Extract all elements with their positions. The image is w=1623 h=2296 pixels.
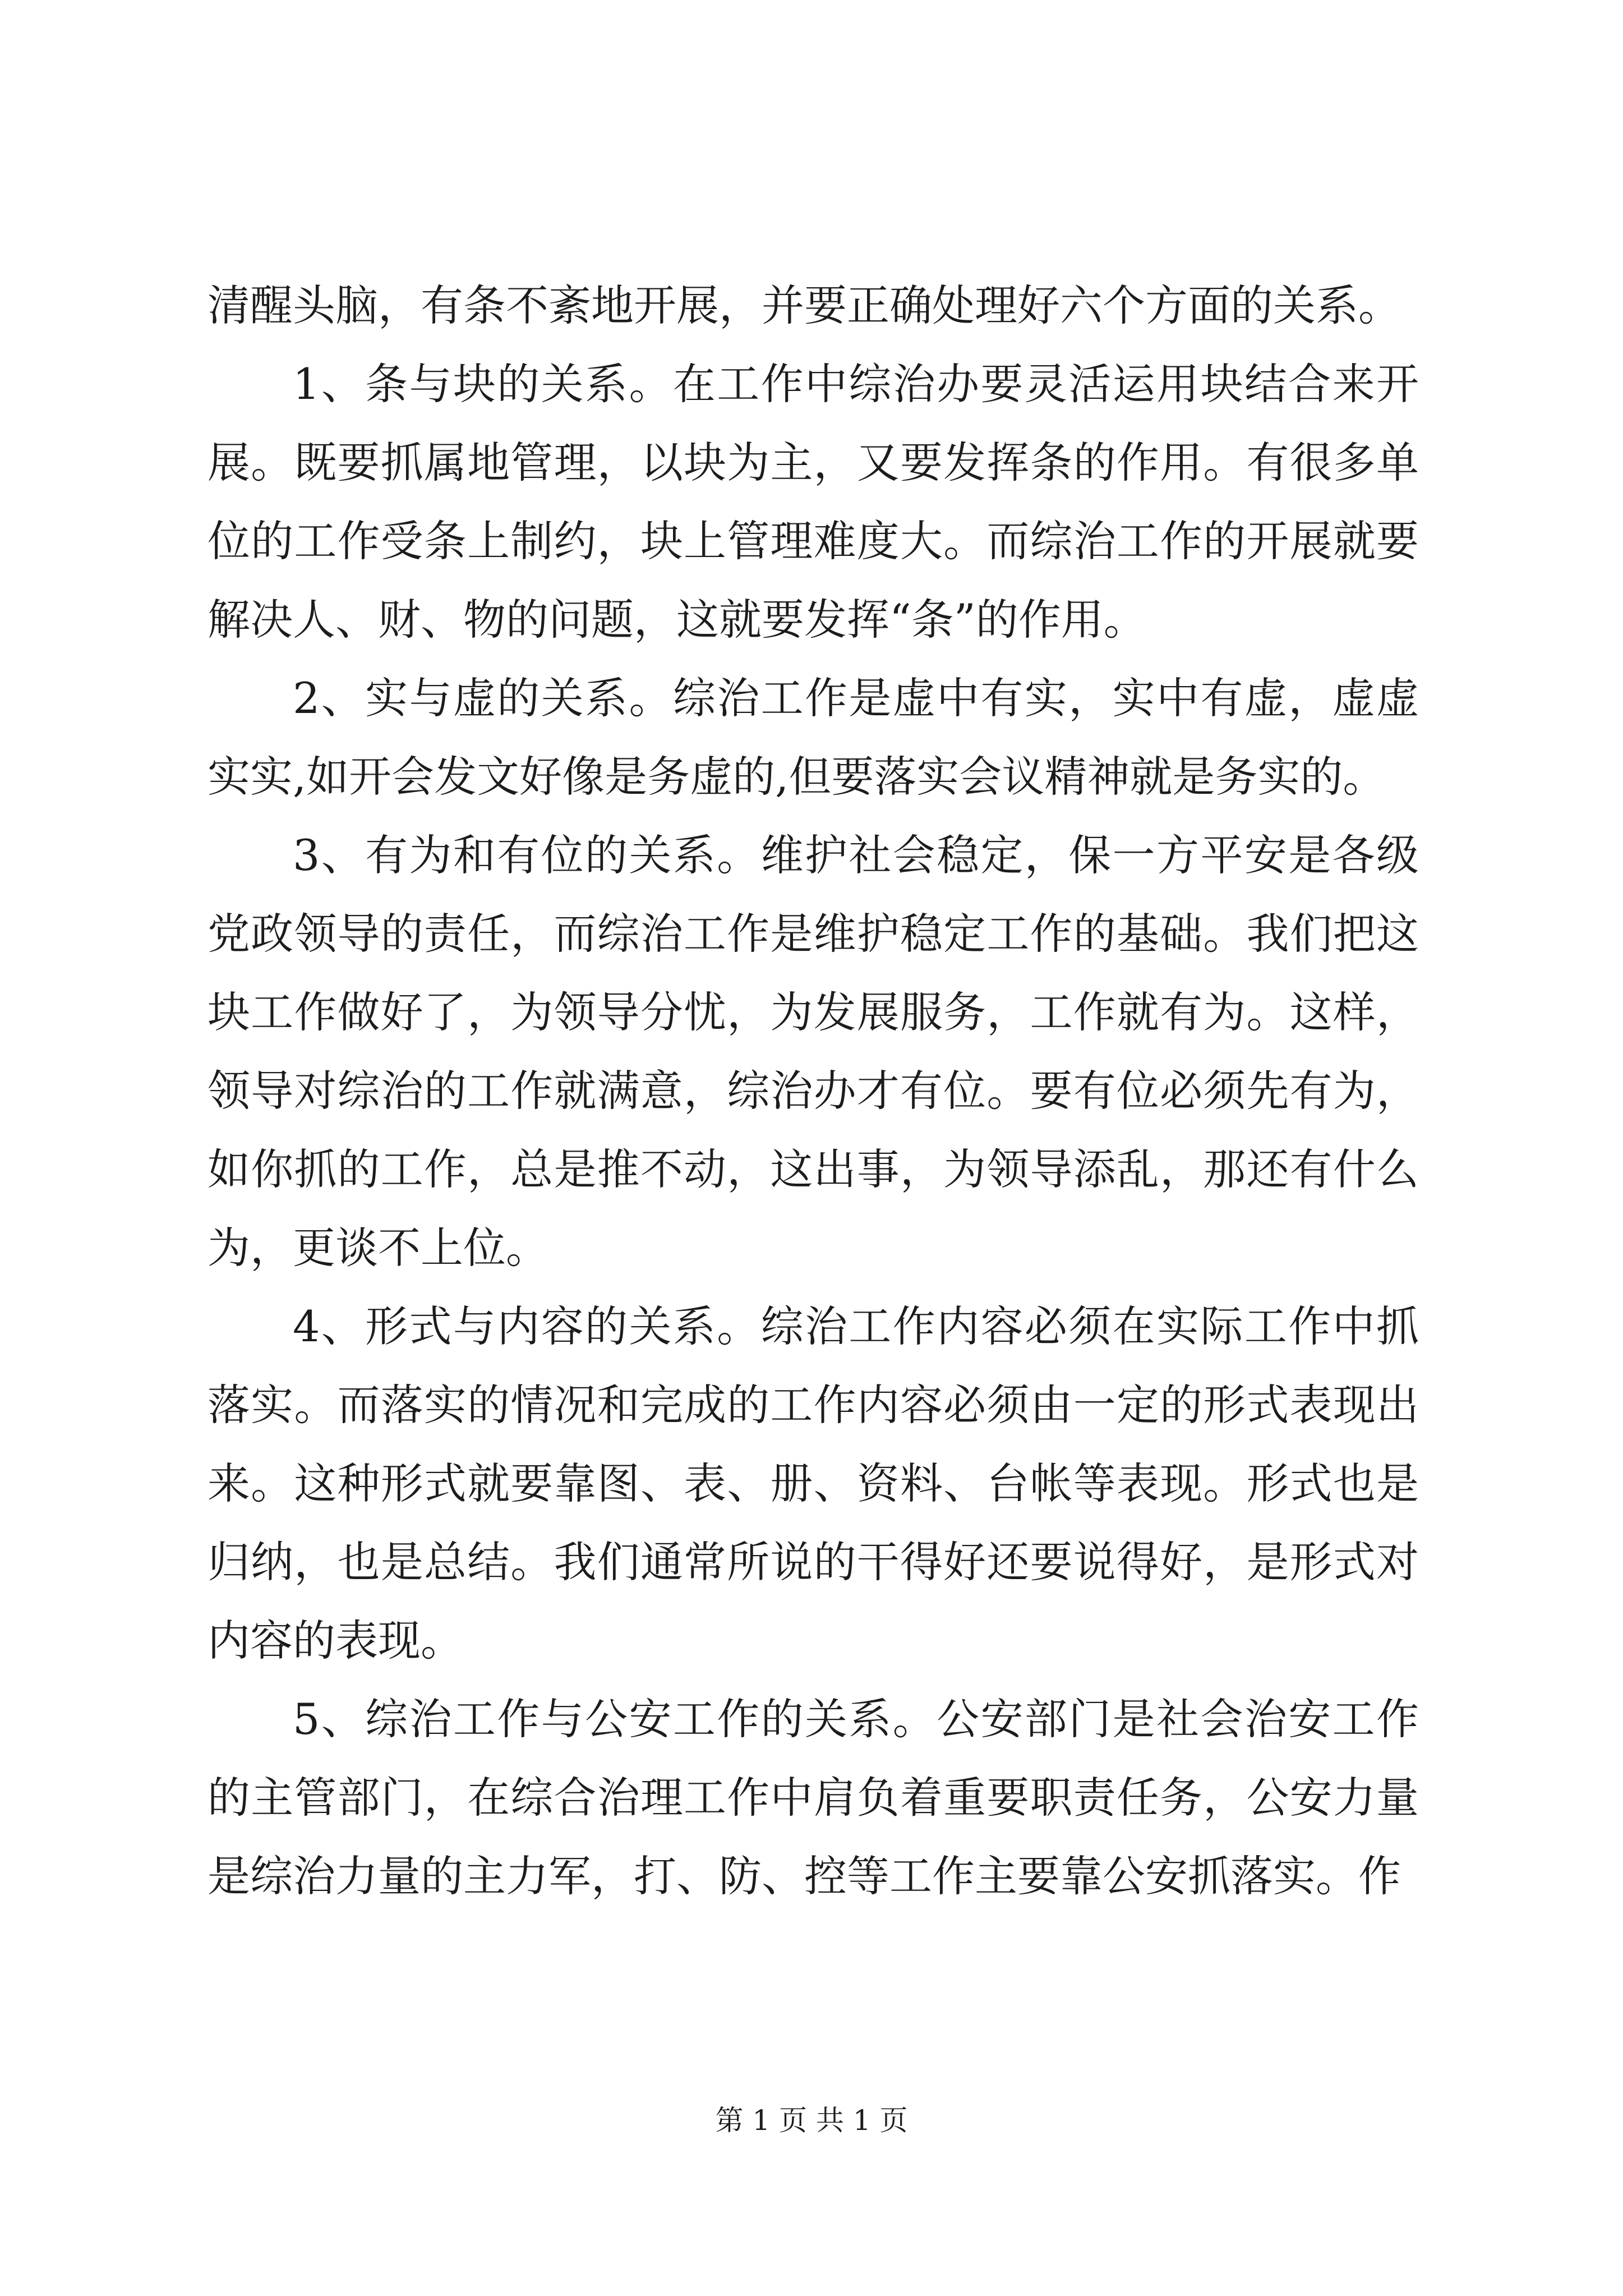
paragraph-continuation: 清醒头脑，有条不紊地开展，并要正确处理好六个方面的关系。 <box>208 280 1401 330</box>
document-body <box>208 266 1419 1916</box>
paragraph-item-4: 4、形式与内容的关系。综治工作内容必须在实际工作中抓落实。而落实的情况和完成的工作内容必须由一定的形式表现出来。这种形式就要靠图、表、册、资料、台帐等表现。形式也是归纳，也是总结。我们通常所说的干得好还要说得好，是形式对内容的表现。 <box>208 1301 1419 1665</box>
paragraph-item-1: 1、条与块的关系。在工作中综治办要灵活运用块结合来开展。既要抓属地管理，以块为主，又要发挥条的作用。有很多单位的工作受条上制约，块上管理难度大。而综治工作的开展就要解决人、财、物的问题，这就要发挥“条”的作用。 <box>208 359 1419 645</box>
paragraph-item-3: 3、有为和有位的关系。维护社会稳定，保一方平安是各级党政领导的责任，而综治工作是维护稳定工作的基础。我们把这块工作做好了，为领导分忧，为发展服务，工作就有为。这样，领导对综治的工作就满意，综治办才有位。要有位必须先有为，如你抓的工作，总是推不动，这出事，为领导添乱，那还有什么为，更谈不上位。 <box>208 830 1419 1273</box>
paragraph-item-2: 2、实与虚的关系。综治工作是虚中有实，实中有虚，虚虚实实,如开会发文好像是务虚的,但要落实会议精神就是务实的。 <box>208 673 1419 802</box>
paragraph-item-5: 5、综治工作与公安工作的关系。公安部门是社会治安工作的主管部门，在综合治理工作中肩负着重要职责任务，公安力量是综治力量的主力军，打、防、控等工作主要靠公安抓落实。作 <box>208 1694 1419 1901</box>
page-footer: 第 1 页 共 1 页 <box>715 2104 908 2137</box>
